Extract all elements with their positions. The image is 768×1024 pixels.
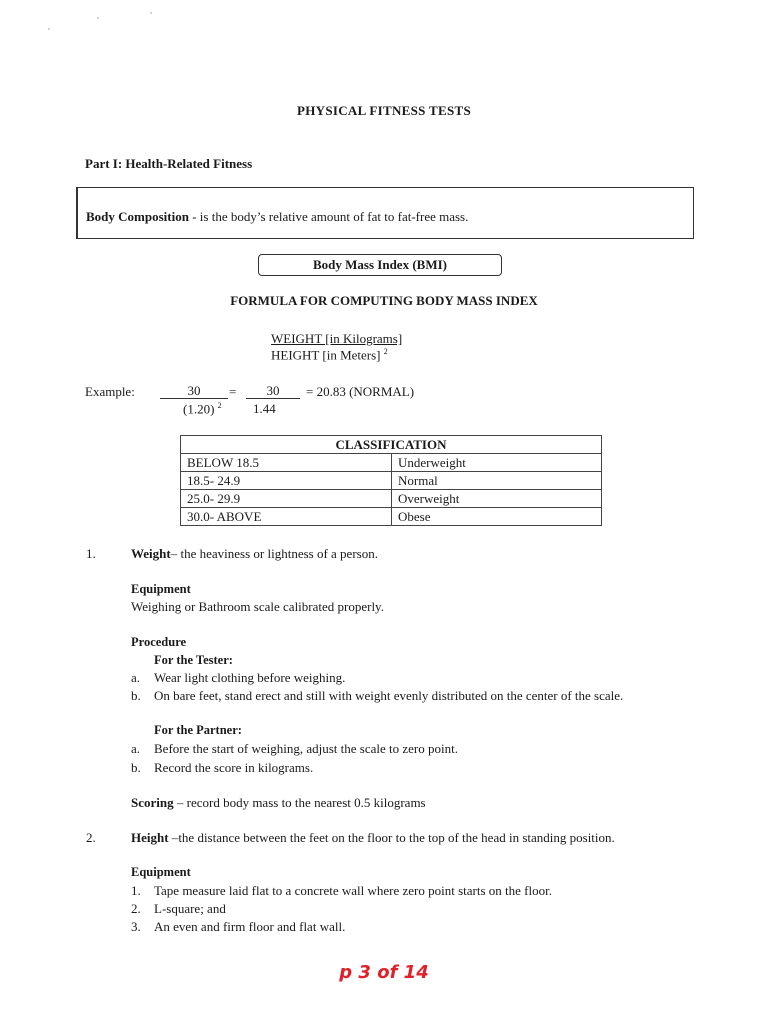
partner-heading: For the Partner: xyxy=(154,723,242,737)
bmi-category-cell: Overweight xyxy=(392,490,602,508)
height-term: Height xyxy=(131,830,169,845)
weight-definition-line xyxy=(131,546,378,562)
section-number-height: 2. xyxy=(86,830,96,845)
weight-equipment-heading: Equipment xyxy=(131,582,191,596)
bmi-range-cell: 30.0- ABOVE xyxy=(181,508,392,526)
weight-definition: – the heaviness or lightness of a person. xyxy=(170,546,378,561)
table-row xyxy=(181,454,602,472)
height-equipment-heading: Equipment xyxy=(131,865,191,879)
bmi-heading-box: Body Mass Index (BMI) xyxy=(258,254,502,276)
list-item-marker: b. xyxy=(131,760,141,775)
example-denominator-exponent: 2 xyxy=(217,401,222,410)
weight-procedure-heading: Procedure xyxy=(131,635,187,649)
list-item-marker: 1. xyxy=(131,883,141,898)
bmi-category-cell: Normal xyxy=(392,472,602,490)
list-item: Before the start of weighing, adjust the scale to zero point. xyxy=(154,741,458,756)
scan-speck xyxy=(97,17,99,19)
list-item-marker: 3. xyxy=(131,919,141,934)
scoring-text: – record body mass to the nearest 0.5 kilograms xyxy=(173,795,426,810)
formula-denominator-text: HEIGHT [in Meters] xyxy=(271,347,381,363)
list-item: Tape measure laid flat to a concrete wall where zero point starts on the floor. xyxy=(154,883,552,898)
example-equals: = xyxy=(229,384,237,399)
definition-term: Body Composition xyxy=(86,209,189,224)
list-item: An even and firm floor and flat wall. xyxy=(154,919,346,934)
list-item: L-square; and xyxy=(154,901,226,916)
formula-denominator xyxy=(271,347,388,363)
part-heading: Part I: Health-Related Fitness xyxy=(85,156,253,171)
section-number-weight: 1. xyxy=(86,546,96,561)
example-numerator-2: 30 xyxy=(246,384,300,399)
list-item: On bare feet, stand erect and still with weight evenly distributed on the center of the scale. xyxy=(154,688,624,703)
formula-exponent: 2 xyxy=(383,347,388,356)
weight-term: Weight xyxy=(131,546,171,561)
classification-header: CLASSIFICATION xyxy=(181,436,602,454)
page-number: p 3 of 14 xyxy=(339,962,429,983)
height-definition: –the distance between the feet on the floor to the top of the head in standing position. xyxy=(168,830,615,845)
scan-speck xyxy=(150,12,152,14)
example-denominator-1-text: (1.20) xyxy=(183,401,215,417)
bmi-category-cell: Obese xyxy=(392,508,602,526)
classification-table xyxy=(180,435,602,526)
classification-header-row xyxy=(181,436,602,454)
list-item: Record the score in kilograms. xyxy=(154,760,314,775)
scan-speck xyxy=(48,28,50,30)
example-label: Example: xyxy=(85,384,135,399)
example-denominator-1 xyxy=(183,401,222,417)
bmi-category-cell: Underweight xyxy=(392,454,602,472)
list-item-marker: a. xyxy=(131,670,141,685)
table-row xyxy=(181,472,602,490)
table-row xyxy=(181,490,602,508)
definition-line xyxy=(86,209,468,225)
definition-text: - is the body’s relative amount of fat to fat-free mass. xyxy=(188,209,469,224)
list-item-marker: a. xyxy=(131,741,141,756)
bmi-range-cell: 25.0- 29.9 xyxy=(181,490,392,508)
bmi-range-cell: 18.5- 24.9 xyxy=(181,472,392,490)
tester-heading: For the Tester: xyxy=(154,653,233,667)
page-title: PHYSICAL FITNESS TESTS xyxy=(297,103,471,118)
table-row xyxy=(181,508,602,526)
example-numerator-1: 30 xyxy=(160,384,228,399)
example-result: = 20.83 (NORMAL) xyxy=(306,384,415,399)
height-definition-line xyxy=(131,830,615,846)
weight-equipment-text: Weighing or Bathroom scale calibrated properly. xyxy=(131,599,384,614)
list-item-marker: 2. xyxy=(131,901,141,916)
formula-numerator: WEIGHT [in Kilograms] xyxy=(271,331,403,346)
example-denominator-2: 1.44 xyxy=(253,401,276,416)
bmi-range-cell: BELOW 18.5 xyxy=(181,454,392,472)
formula-title: FORMULA FOR COMPUTING BODY MASS INDEX xyxy=(230,293,538,308)
scoring-label: Scoring xyxy=(131,795,174,810)
list-item-marker: b. xyxy=(131,688,141,703)
list-item: Wear light clothing before weighing. xyxy=(154,670,346,685)
weight-scoring-line xyxy=(131,795,426,811)
